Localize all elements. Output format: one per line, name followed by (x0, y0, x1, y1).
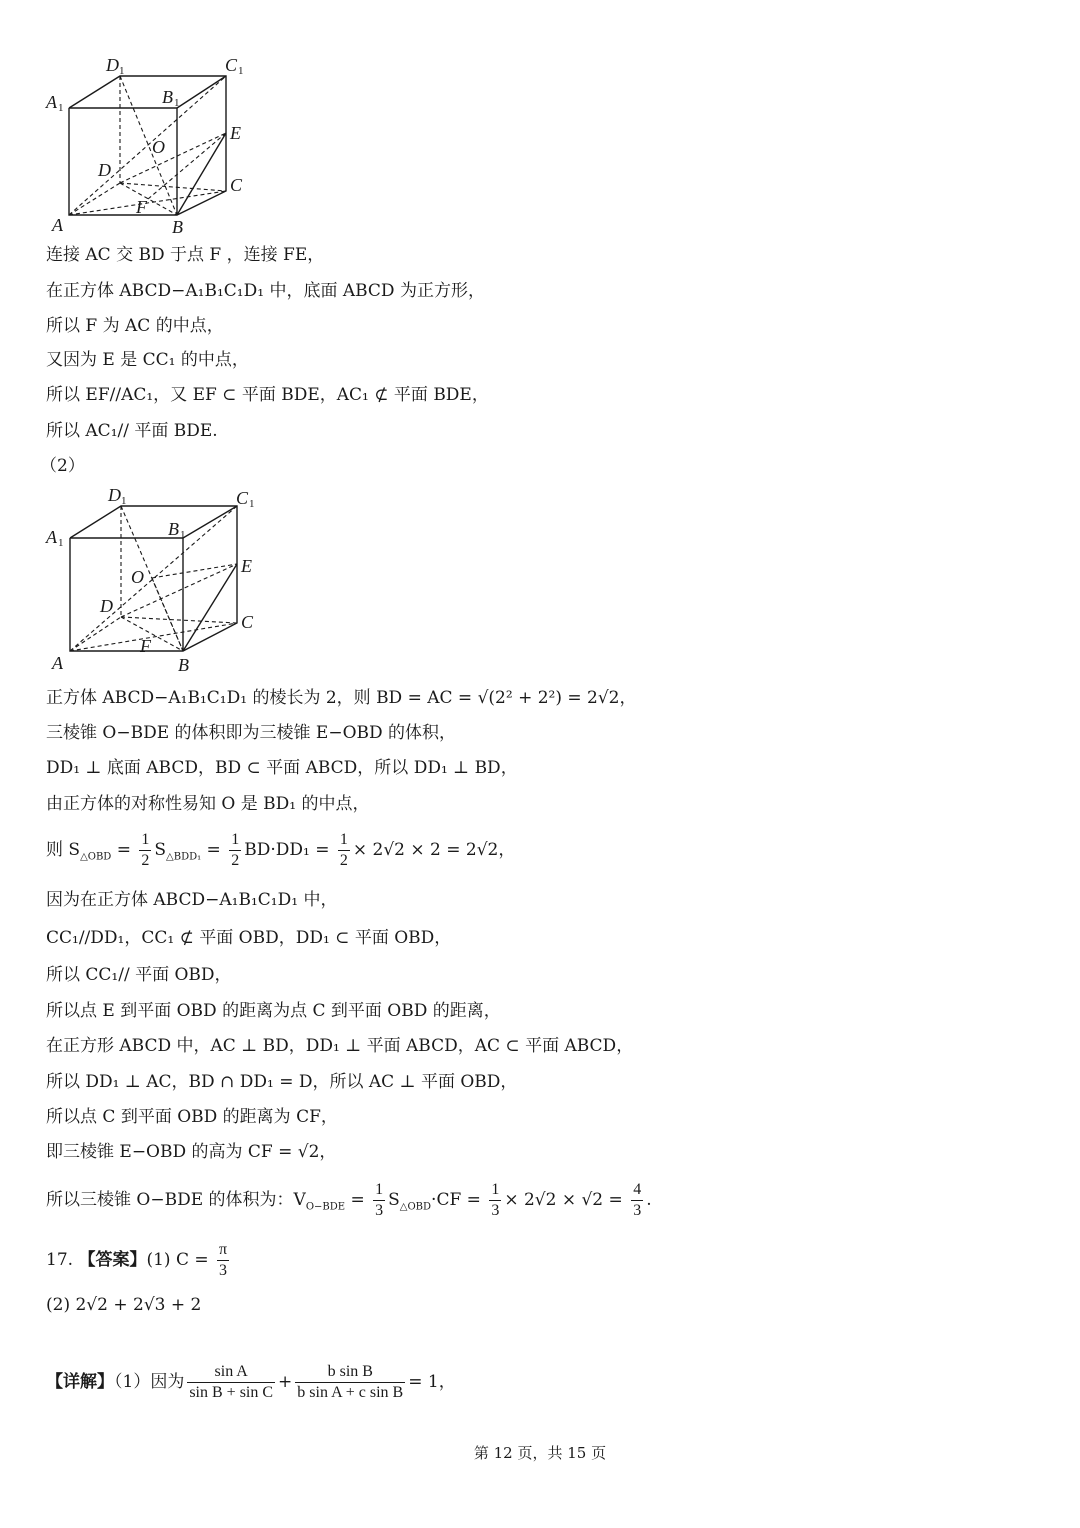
detail-pre: （1）因为 (114, 1372, 185, 1392)
edge-dc-2 (121, 617, 237, 623)
pi-den: 3 (219, 1262, 228, 1279)
label-b1-2: B (168, 519, 179, 539)
volume-cf: ·CF = (431, 1190, 487, 1210)
label-a: A (52, 215, 63, 235)
area-sub-bdd1: △BDD₁ (166, 851, 202, 863)
label-c: C (230, 175, 243, 195)
part1-line-3: 所以 F 为 AC 的中点， (46, 316, 224, 336)
q17-answer-line (46, 1240, 232, 1281)
bd-dd1: BD·DD₁ = (244, 840, 335, 860)
part2-line-2: 三棱锥 O−BDE 的体积即为三棱锥 E−OBD 的体积， (46, 723, 457, 743)
four-thirds-den: 3 (633, 1202, 642, 1219)
label-a1: A (46, 92, 57, 112)
frac-num-3: 1 (338, 830, 350, 851)
area-expr-pre: 则 S (46, 840, 81, 860)
fraction-half-3 (338, 830, 350, 871)
page-footer: 第 12 页，共 15 页 (473, 1444, 607, 1462)
volume-eq: = (345, 1190, 371, 1210)
label-o: O (152, 137, 165, 157)
part2-line-6: 因为在正方体 ABCD−A₁B₁C₁D₁ 中， (46, 890, 338, 910)
plus-sign: + (278, 1372, 293, 1392)
detail-end: = 1， (408, 1372, 456, 1392)
cube-diagram-1 (40, 55, 270, 235)
part2-line-12: 所以点 C 到平面 OBD 的距离为 CF， (46, 1107, 338, 1127)
label-c1-2: C (236, 488, 249, 508)
q17-detail-line (46, 1362, 456, 1403)
frac-num-2: 1 (229, 830, 241, 851)
label-b1-sub: 1 (174, 97, 180, 109)
eq-sign: = (111, 840, 137, 860)
part2-line-14 (46, 1180, 652, 1221)
sin-frac-2-num: b sin B (295, 1362, 405, 1383)
frac-den-2: 2 (231, 852, 240, 869)
part2-line-5 (46, 830, 515, 871)
volume-s: S (388, 1190, 400, 1210)
part1-line-1: 连接 AC 交 BD 于点 F ，连接 FE， (46, 245, 325, 265)
label-b1-2-sub: 1 (180, 529, 186, 541)
part1-line-2: 在正方体 ABCD−A₁B₁C₁D₁ 中，底面 ABCD 为正方形， (46, 281, 485, 301)
pi-num: π (217, 1240, 229, 1261)
edge-b1c1-2 (183, 506, 237, 538)
cube-figure-2 (40, 482, 280, 677)
area-s: S (154, 840, 167, 860)
line-ob-2 (152, 578, 183, 651)
part1-line-4: 又因为 E 是 CC₁ 的中点， (46, 350, 249, 370)
frac-den-3: 2 (339, 852, 348, 869)
label-e-2: E (241, 556, 252, 576)
area-sub-obd: △OBD (80, 851, 112, 863)
label-d1-sub: 1 (119, 65, 125, 77)
frac-num: 1 (139, 830, 151, 851)
fraction-half (139, 830, 151, 871)
label-c1: C (225, 55, 238, 75)
sin-frac-1-den: sin B + sin C (189, 1384, 274, 1401)
line-oe-2 (152, 564, 237, 578)
label-f: F (136, 197, 147, 217)
answer-label: 【答案】 (78, 1250, 147, 1270)
volume-end: . (646, 1190, 652, 1210)
sin-frac-2-den: b sin A + c sin B (297, 1384, 404, 1401)
edge-b1c1 (177, 76, 226, 108)
sin-frac-1-num: sin A (187, 1362, 275, 1383)
part2-line-4: 由正方体的对称性易知 O 是 BD₁ 的中点， (46, 794, 370, 814)
third-num-2: 1 (489, 1180, 501, 1201)
eq-sign-2: = (201, 840, 227, 860)
fraction-third-2 (489, 1180, 501, 1221)
volume-product: × 2√2 × √2 = (504, 1190, 629, 1210)
fraction-four-thirds (631, 1180, 643, 1221)
part2-line-7: CC₁//DD₁，CC₁ ⊄ 平面 OBD，DD₁ ⊂ 平面 OBD， (46, 928, 452, 948)
volume-s-sub: △OBD (399, 1201, 432, 1213)
fraction-pi-third (217, 1240, 229, 1281)
q17-part2: (2) 2√2 + 2√3 + 2 (46, 1295, 202, 1315)
part2-line-9: 所以点 E 到平面 OBD 的距离为点 C 到平面 OBD 的距离， (46, 1001, 501, 1021)
label-a1-2: A (46, 527, 57, 547)
edge-dc (120, 183, 226, 191)
label-b: B (172, 217, 183, 237)
label-b1: B (162, 87, 173, 107)
cube-outline-2 (70, 506, 237, 651)
label-a1-2-sub: 1 (58, 537, 64, 549)
part2-line-1: 正方体 ABCD−A₁B₁C₁D₁ 的棱长为 2，则 BD = AC = √(2² + 2²) = 2√2， (46, 688, 637, 708)
label-o-2: O (131, 567, 144, 587)
line-de (120, 133, 226, 183)
diag-ac-2 (70, 623, 237, 651)
diag-ac1-2 (70, 506, 237, 651)
label-c1-sub: 1 (238, 65, 244, 77)
part2-label: （2） (40, 456, 85, 476)
q17-number: 17. (46, 1250, 74, 1270)
label-a-2: A (52, 653, 63, 673)
label-c1-2-sub: 1 (249, 498, 255, 510)
part2-line-10: 在正方形 ABCD 中，AC ⊥ BD，DD₁ ⊥ 平面 ABCD，AC ⊂ 平面 ABCD， (46, 1036, 634, 1056)
label-d-2: D (100, 596, 113, 616)
area-result: × 2√2 × 2 = 2√2， (352, 840, 516, 860)
label-c-2: C (241, 612, 254, 632)
volume-sub: O−BDE (305, 1201, 346, 1213)
fraction-sin-1 (187, 1362, 275, 1403)
label-d1: D (106, 55, 119, 75)
label-d1-2: D (108, 485, 121, 505)
part2-line-8: 所以 CC₁// 平面 OBD， (46, 965, 232, 985)
cube-figure-1 (40, 55, 270, 235)
label-d: D (98, 160, 111, 180)
label-a1-sub: 1 (58, 102, 64, 114)
four-thirds-num: 4 (631, 1180, 643, 1201)
part2-line-3: DD₁ ⊥ 底面 ABCD，BD ⊂ 平面 ABCD，所以 DD₁ ⊥ BD， (46, 758, 518, 778)
fraction-half-2 (229, 830, 241, 871)
part1-line-6: 所以 AC₁// 平面 BDE. (46, 421, 218, 441)
edge-ad (69, 183, 120, 215)
edge-be-2 (183, 564, 237, 651)
detail-label: 【详解】 (46, 1372, 114, 1392)
edge-ad-2 (70, 617, 121, 651)
part2-line-13: 即三棱锥 E−OBD 的高为 CF = √2， (46, 1142, 337, 1162)
q17-part1: (1) C = (146, 1250, 214, 1270)
part2-line-11: 所以 DD₁ ⊥ AC，BD ∩ DD₁ = D，所以 AC ⊥ 平面 OBD， (46, 1072, 518, 1092)
third-den: 3 (375, 1202, 384, 1219)
label-b-2: B (178, 655, 189, 675)
label-e: E (230, 123, 241, 143)
label-d1-2-sub: 1 (121, 495, 127, 507)
fraction-sin-2 (295, 1362, 405, 1403)
frac-den: 2 (141, 852, 150, 869)
label-f-2: F (140, 636, 151, 656)
third-den-2: 3 (491, 1202, 500, 1219)
part1-line-5: 所以 EF//AC₁，又 EF ⊂ 平面 BDE，AC₁ ⊄ 平面 BDE， (46, 385, 489, 405)
cube-diagram-2 (40, 482, 280, 677)
volume-pre: 所以三棱锥 O−BDE 的体积为：V (46, 1190, 306, 1210)
third-num: 1 (373, 1180, 385, 1201)
fraction-third (373, 1180, 385, 1221)
